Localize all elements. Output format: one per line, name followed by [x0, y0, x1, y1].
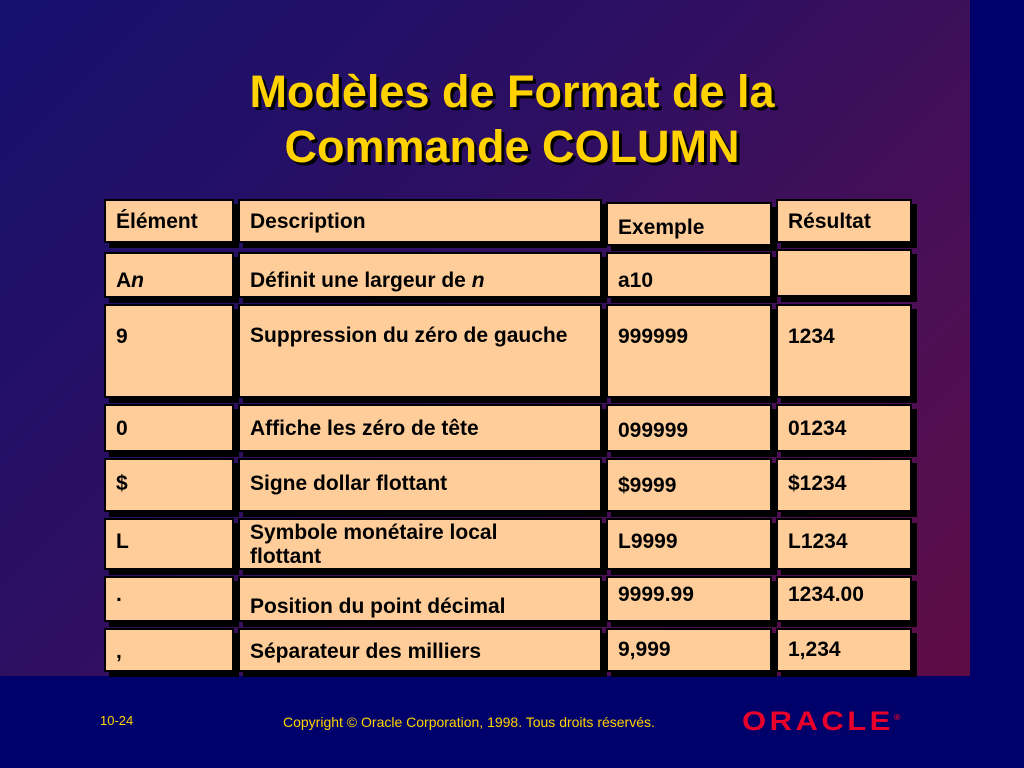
row-1-description-italic: n — [471, 269, 485, 292]
row-6-resultat-value: 1234.00 — [788, 583, 864, 606]
row-7-exemple-value: 9,999 — [618, 638, 671, 661]
row-2-resultat — [776, 304, 912, 398]
page-number: 10-24 — [100, 713, 134, 728]
row-2-exemple-value: 999999 — [618, 325, 689, 348]
header-resultat-label: Résultat — [788, 210, 871, 233]
row-4-exemple — [606, 458, 772, 512]
header-resultat — [776, 199, 912, 243]
row-1-exemple-value: a10 — [618, 269, 654, 292]
row-4-element-value: $ — [116, 472, 128, 495]
header-description-label: Description — [250, 210, 366, 233]
row-3-resultat — [776, 404, 912, 452]
header-description — [238, 199, 602, 243]
row-4-description — [238, 458, 602, 512]
row-1-resultat — [776, 249, 912, 297]
row-6-element-value: . — [116, 583, 122, 606]
row-5-description — [238, 518, 602, 570]
row-2-element — [104, 304, 234, 398]
row-3-element-value: 0 — [116, 417, 128, 440]
row-7-resultat — [776, 628, 912, 672]
header-exemple-label: Exemple — [618, 216, 705, 239]
row-2-description — [238, 304, 602, 398]
slide-title — [0, 64, 1024, 174]
title-line-2: Commande COLUMN — [284, 121, 740, 172]
row-1-description-prefix: Définit une largeur de — [250, 269, 472, 292]
row-3-description — [238, 404, 602, 452]
oracle-logo — [742, 706, 901, 737]
row-3-exemple-value: 099999 — [618, 419, 689, 442]
row-1-element-italic: n — [131, 269, 144, 292]
row-5-exemple-value: L9999 — [618, 530, 678, 553]
row-1-element — [104, 252, 234, 298]
row-6-resultat — [776, 576, 912, 622]
registered-mark: ® — [893, 713, 901, 722]
row-5-resultat — [776, 518, 912, 570]
row-5-description-value: Symbole monétaire local flottant — [250, 521, 498, 568]
row-4-exemple-value: $9999 — [618, 474, 677, 497]
header-element-label: Élément — [116, 210, 198, 233]
row-1-exemple — [606, 252, 772, 298]
row-3-exemple — [606, 404, 772, 452]
oracle-logo-text: ORACLE — [742, 706, 894, 736]
row-6-exemple — [606, 576, 772, 622]
copyright-text: Copyright © Oracle Corporation, 1998. Tous droits réservés. — [283, 714, 655, 730]
row-7-description-value: Séparateur des milliers — [250, 640, 482, 663]
row-3-element — [104, 404, 234, 452]
row-5-exemple — [606, 518, 772, 570]
row-2-resultat-value: 1234 — [788, 325, 835, 348]
row-5-element — [104, 518, 234, 570]
row-2-description-value: Suppression du zéro de gauche — [250, 324, 568, 347]
row-1-element-prefix: A — [116, 269, 132, 292]
row-7-element — [104, 628, 234, 672]
row-7-exemple — [606, 628, 772, 672]
row-2-element-value: 9 — [116, 325, 128, 348]
row-7-element-value: , — [116, 640, 122, 663]
row-1-description — [238, 252, 602, 298]
row-5-resultat-value: L1234 — [788, 530, 848, 553]
row-4-resultat — [776, 458, 912, 512]
row-5-element-value: L — [116, 530, 129, 553]
row-2-exemple — [606, 304, 772, 398]
row-3-description-value: Affiche les zéro de tête — [250, 417, 479, 440]
row-6-element — [104, 576, 234, 622]
row-6-exemple-value: 9999.99 — [618, 583, 694, 606]
row-7-description — [238, 628, 602, 672]
row-6-description — [238, 576, 602, 622]
row-7-resultat-value: 1,234 — [788, 638, 841, 661]
row-4-element — [104, 458, 234, 512]
row-3-resultat-value: 01234 — [788, 417, 847, 440]
row-4-description-value: Signe dollar flottant — [250, 472, 448, 495]
row-4-resultat-value: $1234 — [788, 472, 847, 495]
title-line-1: Modèles de Format de la — [249, 66, 775, 117]
header-exemple — [606, 202, 772, 246]
header-element — [104, 199, 234, 243]
row-6-description-value: Position du point décimal — [250, 595, 506, 618]
